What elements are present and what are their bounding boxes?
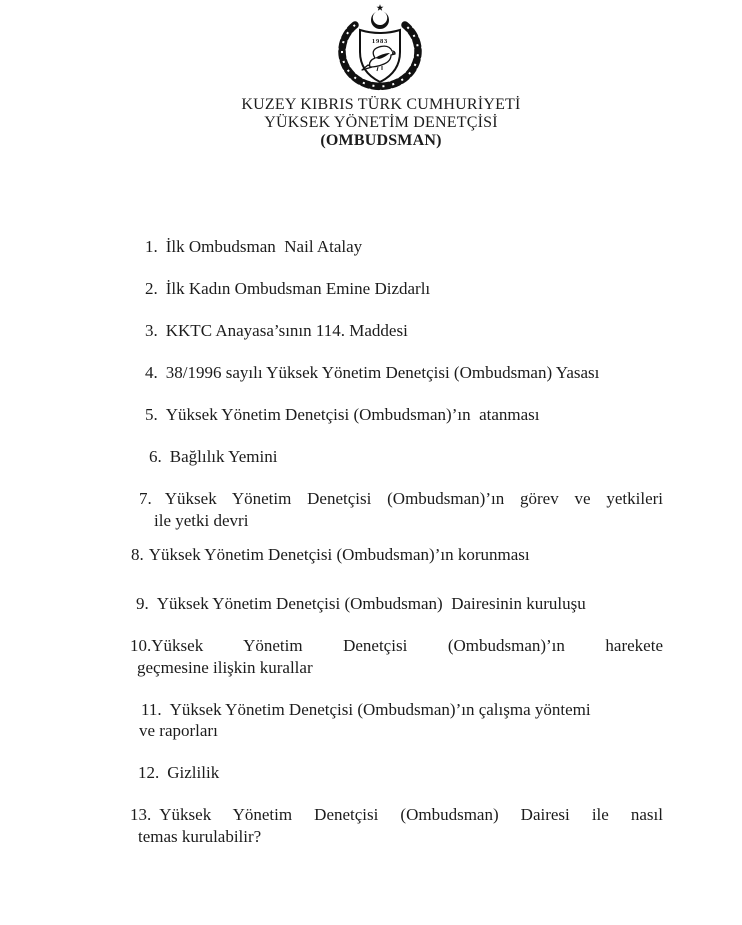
list-item-11	[130, 699, 663, 742]
item-number: 7.	[139, 489, 152, 508]
item-number: 8.	[131, 545, 144, 564]
list-item-3	[145, 320, 663, 342]
item-text: İlk Kadın Ombudsman Emine Dizdarlı	[165, 279, 431, 298]
item-text: Yüksek Yönetim Denetçisi (Ombudsman)’ın harekete	[151, 636, 663, 655]
item-text: KKTC Anayasa’sının 114. Maddesi	[165, 321, 408, 340]
crescent-star-icon	[371, 4, 389, 29]
item-number: 10.	[130, 636, 152, 655]
list-item-5	[145, 404, 663, 426]
item-number: 5.	[145, 405, 158, 424]
list-item-13	[130, 804, 663, 847]
item-text: Yüksek Yönetim Denetçisi (Ombudsman) Dairesinin kuruluşu	[156, 594, 586, 613]
item-text-line2: geçmesine ilişkin kurallar	[137, 657, 313, 677]
item-text: Gizlilik	[167, 763, 220, 782]
letterhead-ombudsman: (OMBUDSMAN)	[320, 132, 442, 149]
item-text: Yüksek Yönetim Denetçisi (Ombudsman)’ın korunması	[148, 545, 530, 564]
item-text: 38/1996 sayılı Yüksek Yönetim Denetçisi (Ombudsman) Yasası	[165, 363, 600, 382]
list-item-4	[145, 362, 663, 384]
item-number: 13.	[130, 805, 152, 824]
letterhead-office: YÜKSEK YÖNETİM DENETÇİSİ	[264, 114, 498, 131]
list-item-12	[138, 762, 663, 784]
item-text-line2: temas kurulabilir?	[138, 826, 262, 846]
item-text: Yüksek Yönetim Denetçisi (Ombudsman)’ın atanması	[165, 405, 540, 424]
emblem-year: 1983	[371, 38, 389, 45]
trnc-coat-of-arms-emblem	[337, 3, 423, 93]
item-number: 2.	[145, 279, 158, 298]
list-item-2	[145, 278, 663, 300]
item-text: Bağlılık Yemini	[169, 447, 278, 466]
item-text: İlk Ombudsman Nail Atalay	[165, 237, 363, 256]
letterhead-country: KUZEY KIBRIS TÜRK CUMHURİYETİ	[241, 96, 521, 113]
list-item-1	[145, 236, 663, 258]
item-number: 11.	[141, 699, 162, 719]
list-item-10	[130, 635, 663, 678]
list-item-7	[130, 488, 663, 531]
item-number: 3.	[145, 321, 158, 340]
item-number: 6.	[149, 447, 162, 466]
list-item-8	[131, 544, 663, 566]
item-number: 4.	[145, 363, 158, 382]
item-text: Yüksek Yönetim Denetçisi (Ombudsman)’ın görev ve yetkileri	[164, 489, 663, 508]
list-item-6	[149, 446, 663, 468]
item-text: Yüksek Yönetim Denetçisi (Ombudsman)’ın çalışma yöntemi	[169, 699, 591, 719]
item-number: 1.	[145, 237, 158, 256]
contents-list	[130, 236, 663, 868]
shield-icon	[360, 30, 400, 82]
item-text: Yüksek Yönetim Denetçisi (Ombudsman) Dairesi ile nasıl	[159, 805, 663, 824]
letterhead	[0, 96, 742, 150]
item-number: 9.	[136, 594, 149, 613]
list-item-9	[136, 593, 663, 615]
item-text-line2: ile yetki devri	[154, 510, 249, 530]
item-text-line2: ve raporları	[139, 721, 218, 740]
item-number: 12.	[138, 763, 160, 782]
